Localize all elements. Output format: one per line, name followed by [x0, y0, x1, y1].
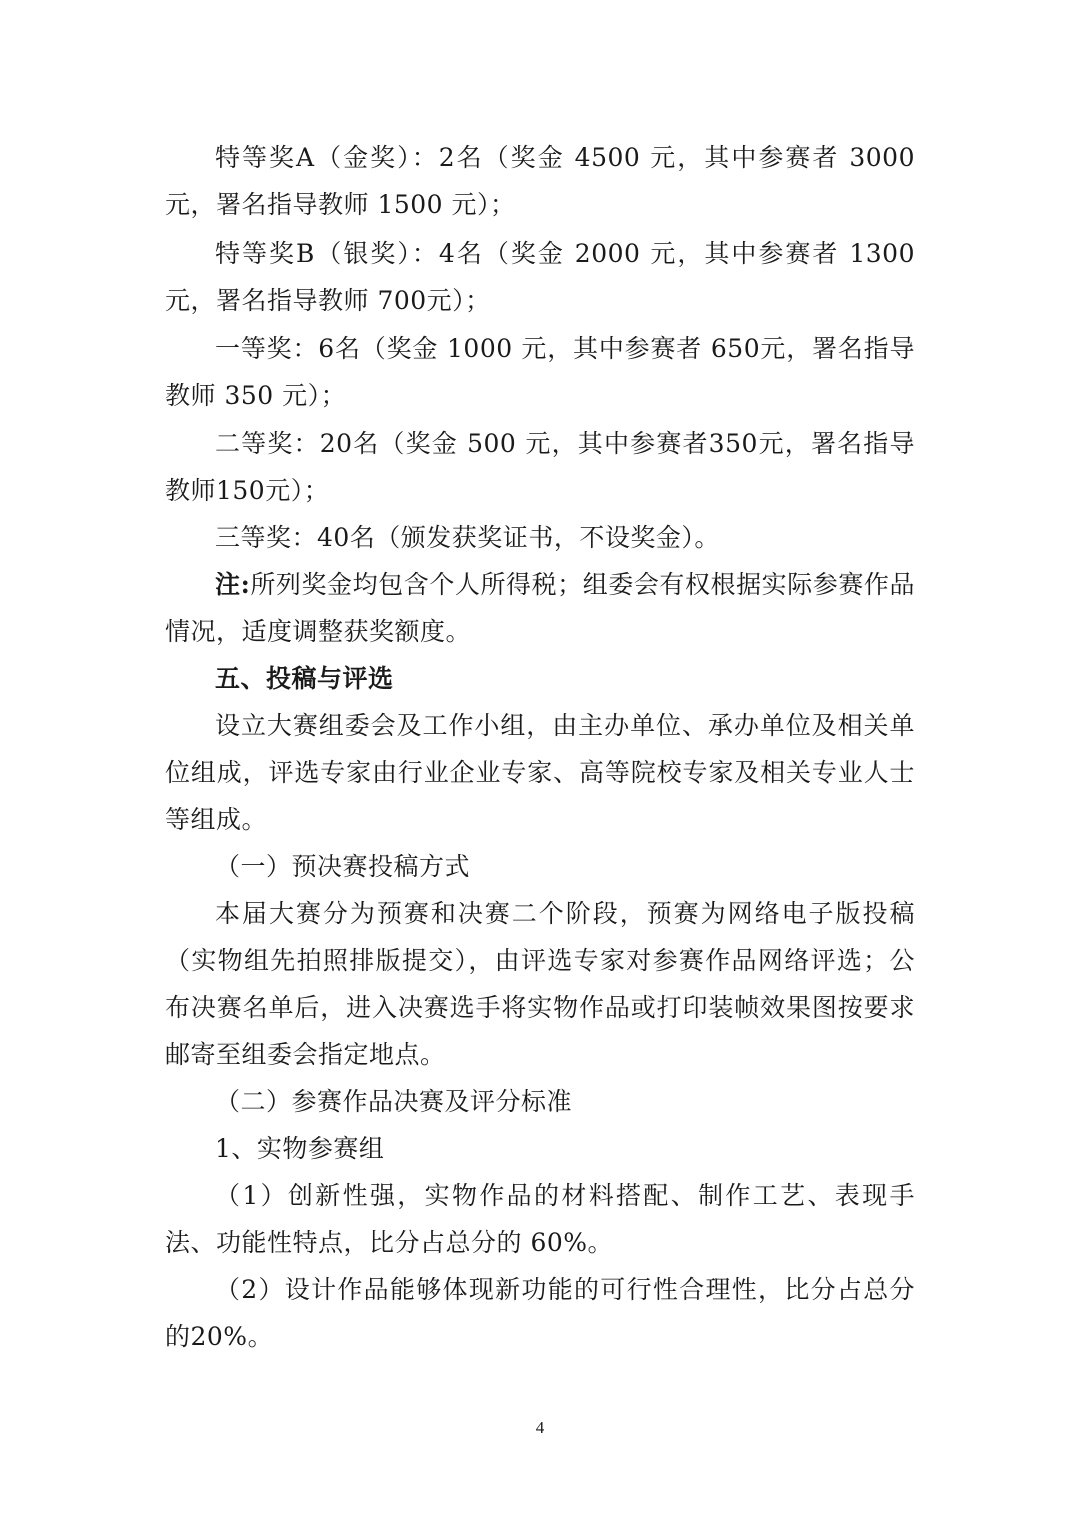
criterion-1: （1）创新性强，实物作品的材料搭配、制作工艺、表现手法、功能性特点，比分占总分的 60%。	[165, 1181, 915, 1257]
note-text: 所列奖金均包含个人所得税；组委会有权根据实际参赛作品情况，适度调整获奖额度。	[165, 570, 915, 646]
subsection-1-text: 本届大赛分为预赛和决赛二个阶段，预赛为网络电子版投稿（实物组先拍照排版提交），由评选专家对参赛作品网络评选；公布决赛名单后，进入决赛选手将实物作品或打印装帧效果图按要求邮寄至组委会指定地点。	[165, 899, 915, 1069]
subsection-1-heading: （一）预决赛投稿方式	[215, 852, 471, 881]
section-intro: 设立大赛组委会及工作小组，由主办单位、承办单位及相关单位组成，评选专家由行业企业专家、高等院校专家及相关专业人士等组成。	[165, 711, 915, 834]
subsection-2-heading: （二）参赛作品决赛及评分标准	[215, 1087, 573, 1116]
criterion-2: （2）设计作品能够体现新功能的可行性合理性，比分占总分的20%。	[165, 1275, 915, 1351]
award-special-a: 特等奖A（金奖）：2名（奖金 4500 元，其中参赛者 3000元，署名指导教师 1500 元）；	[165, 143, 915, 219]
section-heading: 五、投稿与评选	[215, 664, 394, 693]
page-number: 4	[535, 1418, 545, 1437]
award-special-b: 特等奖B（银奖）：4名（奖金 2000 元，其中参赛者 1300元，署名指导教师 700元）；	[165, 239, 915, 315]
award-third: 三等奖：40名（颁发获奖证书，不设奖金）。	[215, 523, 720, 552]
award-second: 二等奖：20名（奖金 500 元，其中参赛者350元，署名指导教师150元）；	[165, 429, 915, 505]
award-first: 一等奖：6名（奖金 1000 元，其中参赛者 650元，署名指导教师 350 元）；	[165, 334, 915, 410]
item-1-heading: 1、实物参赛组	[215, 1134, 385, 1163]
note-paragraph	[165, 561, 915, 655]
note-label: 注:	[215, 570, 251, 599]
